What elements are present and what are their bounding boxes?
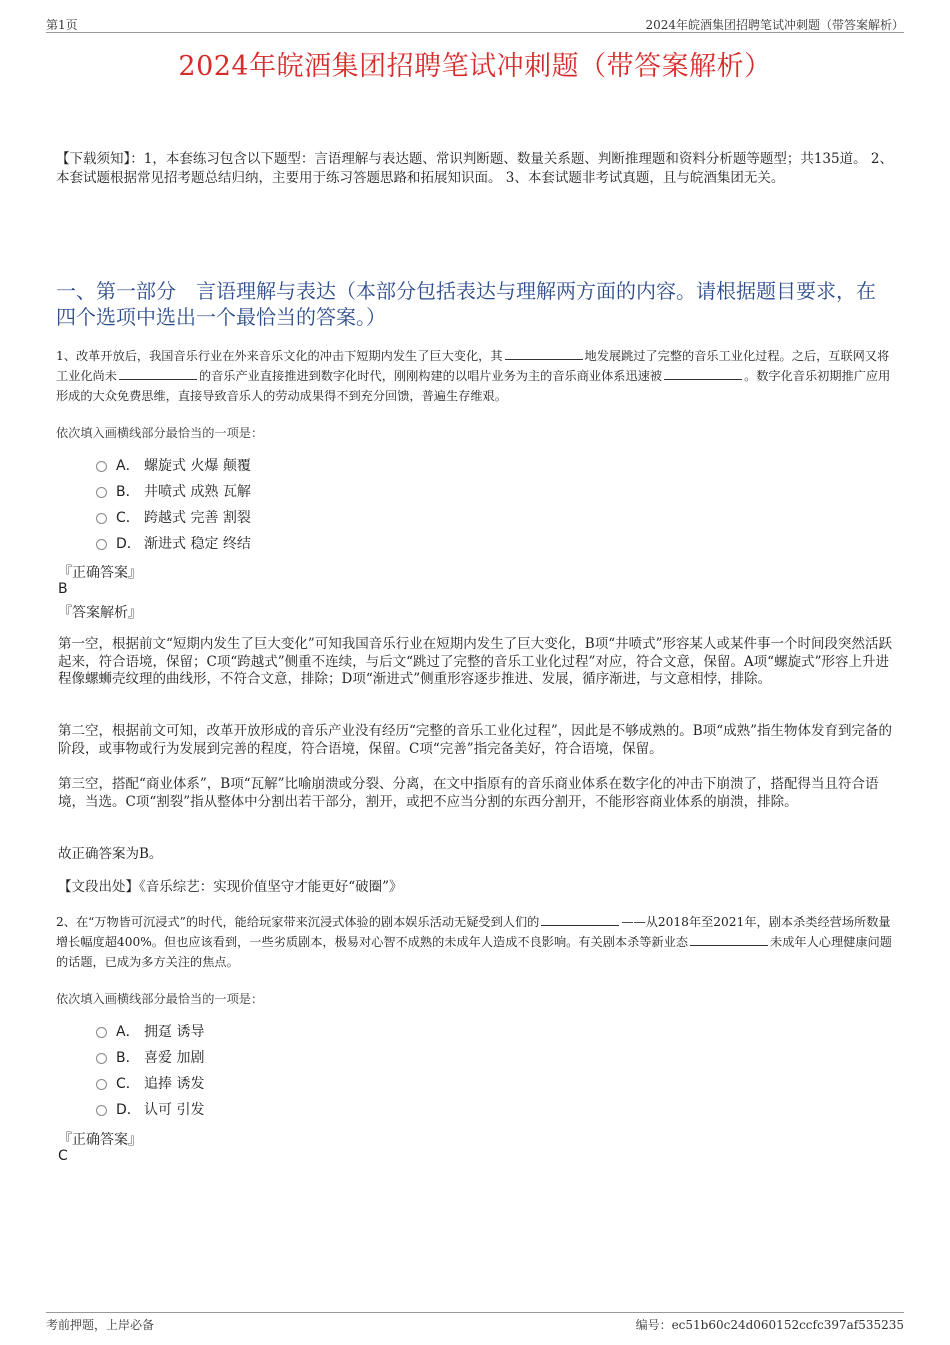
- option-a[interactable]: A． 拥趸 诱导: [96, 1019, 204, 1045]
- option-d[interactable]: D． 认可 引发: [96, 1097, 204, 1123]
- blank-3: [664, 367, 742, 380]
- radio-icon[interactable]: [96, 1053, 107, 1064]
- question-1-lead: 依次填入画横线部分最恰当的一项是：: [56, 426, 264, 440]
- blank-1: [505, 347, 583, 360]
- question-2-options: [96, 1019, 204, 1123]
- analysis-paragraph-1: 第一空，根据前文“短期内发生了巨大变化”可知我国音乐行业在短期内发生了巨大变化，B项“井喷式”形容某人或某件事一个时间段突然活跃起来，符合语境，保留；C项“跨越式”侧重不连续，与后文“跳过了完整的音乐工业化过程”对应，符合文意，保留。A项“螺旋式”形容上升进程像螺蛳壳纹理的曲线形，不符合文意，排除；D项“渐进式”侧重形容逐步推进、发展，循序渐进，与文意相悖，排除。: [58, 636, 893, 687]
- radio-icon[interactable]: [96, 1027, 107, 1038]
- radio-icon[interactable]: [96, 461, 107, 472]
- radio-icon[interactable]: [96, 513, 107, 524]
- correct-answer-label: 『正确答案』: [58, 1132, 142, 1148]
- blank-1: [541, 913, 619, 926]
- option-d[interactable]: D． 渐进式 稳定 终结: [96, 531, 251, 557]
- radio-icon[interactable]: [96, 1079, 107, 1090]
- analysis-paragraph-3: 第三空，搭配“商业体系”，B项“瓦解”比喻崩溃或分裂、分离，在文中指原有的音乐商业体系在数字化的冲击下崩溃了，搭配得当且符合语境，当选。C项“割裂”指从整体中分割出若干部分，割开，或把不应当分割的东西分割开，不能形容商业体系的崩溃，排除。: [58, 776, 879, 810]
- question-1-options: [96, 453, 251, 557]
- correct-answer-label: 『正确答案』: [58, 565, 142, 581]
- radio-icon[interactable]: [96, 1105, 107, 1116]
- document-id: 编号：ec51b60c24d060152ccfc397af535235: [635, 1318, 904, 1332]
- page-footer: [46, 1312, 904, 1331]
- download-notice: 【下载须知】：1，本套练习包含以下题型：言语理解与表达题、常识判断题、数量关系题、判断推理题和资料分析题等题型；共135道。 2、本套试题根据常见招考题总结归纳，主要用于练习答题思路和拓展知识面。 3、本套试题非考试真题，且与皖酒集团无关。: [56, 151, 893, 186]
- analysis-paragraph-2: 第二空，根据前文可知，改革开放形成的音乐产业没有经历“完整的音乐工业化过程”，因此是不够成熟的。B项“成熟”指生物体发育到完备的阶段，或事物或行为发展到完善的程度，符合语境，保留。C项“完善”指完备美好，符合语境，保留。: [58, 723, 893, 757]
- blank-2: [690, 933, 768, 946]
- source-citation: 【文段出处】《音乐综艺：实现价值坚守才能更好“破圈”》: [58, 879, 403, 895]
- blank-2: [119, 367, 197, 380]
- radio-icon[interactable]: [96, 539, 107, 550]
- document-title: 2024年皖酒集团招聘笔试冲刺题（带答案解析）: [178, 51, 772, 82]
- question-2-text: 2、在“万物皆可沉浸式”的时代，能给玩家带来沉浸式体验的剧本娱乐活动无疑受到人们的 ——从2018年至2021年，剧本杀类经营场所数量增长幅度超400%。但也应该看到，一些劣质剧本，极易对心智不成熟的未成年人造成不良影响。有关剧本杀等新业态 未成年人心理健康问题的话题，已成为多方关注的焦点。: [56, 915, 892, 969]
- question-2-lead: 依次填入画横线部分最恰当的一项是：: [56, 992, 264, 1006]
- correct-answer: B: [58, 581, 68, 597]
- option-b[interactable]: B． 喜爱 加剧: [96, 1045, 204, 1071]
- question-1-text: 1、改革开放后，我国音乐行业在外来音乐文化的冲击下短期内发生了巨大变化，其 地发展跳过了完整的音乐工业化过程。之后，互联网又将工业化尚未 的音乐产业直接推进到数字化时代，刚刚构建的以唱片业务为主的音乐商业体系迅速被 。数字化音乐初期推广应用形成的大众免费思维，直接导致音乐人的劳动成果得不到充分回馈，普遍生存维艰。: [56, 349, 891, 403]
- header-doc-title: 2024年皖酒集团招聘笔试冲刺题（带答案解析）: [645, 18, 904, 32]
- page-header: [46, 14, 904, 33]
- option-c[interactable]: C． 追捧 诱发: [96, 1071, 204, 1097]
- page-number: 第1页: [46, 18, 78, 32]
- option-a[interactable]: A． 螺旋式 火爆 颠覆: [96, 453, 251, 479]
- option-c[interactable]: C． 跨越式 完善 割裂: [96, 505, 251, 531]
- radio-icon[interactable]: [96, 487, 107, 498]
- footer-slogan: 考前押题，上岸必备: [46, 1318, 155, 1332]
- option-b[interactable]: B． 井喷式 成熟 瓦解: [96, 479, 251, 505]
- section-heading: 一、第一部分 言语理解与表达（本部分包括表达与理解两方面的内容。请根据题目要求，在四个选项中选出一个最恰当的答案。）: [56, 279, 876, 329]
- correct-answer: C: [58, 1148, 68, 1164]
- analysis-label: 『答案解析』: [58, 605, 142, 621]
- analysis-conclusion: 故正确答案为B。: [58, 846, 163, 862]
